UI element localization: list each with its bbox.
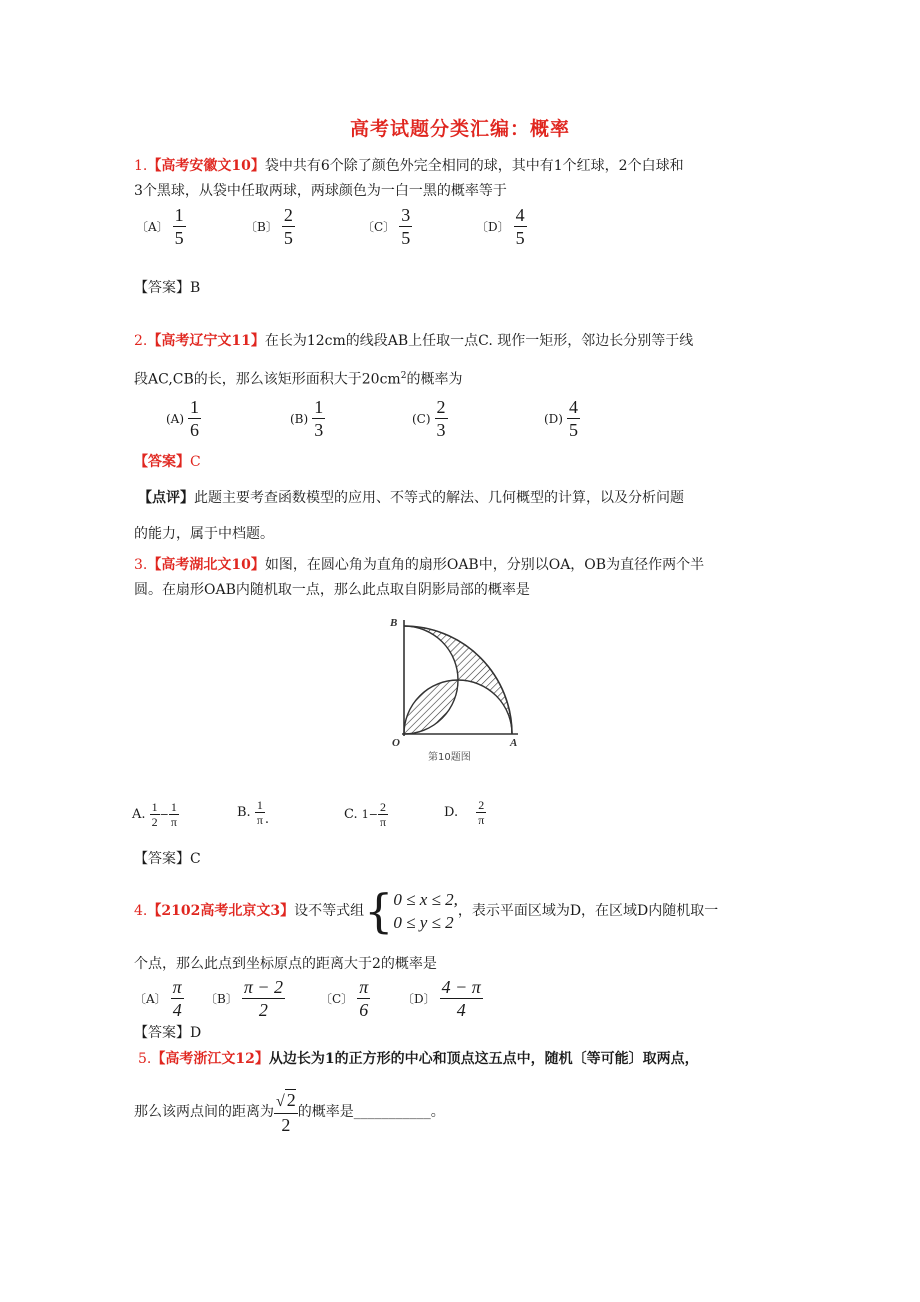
q4-line-2: 个点，那么此点到坐标原点的距离大于2的概率是 [134, 956, 437, 972]
q3-answer: 【答案】C [134, 851, 201, 867]
q1-option-c: 〔C〕 $\frac{3}{5}$ [362, 205, 411, 248]
q3-option-d: D. $\frac{2}{\pi}$ [444, 798, 485, 827]
q3-text-1: 如图，在圆心角为直角的扇形OAB中，分别以OA，OB为直径作两个半 [264, 557, 705, 573]
sector-diagram [384, 612, 534, 772]
q4-option-b: 〔B〕 $\frac{\pi - 2}{2}$ [205, 977, 283, 1020]
q4-option-a: 〔A〕 $\frac{\pi}{4}$ [134, 977, 182, 1020]
q4-number: 4. [134, 903, 148, 919]
q2-option-c: (C) $\frac{2}{3}$ [412, 397, 446, 440]
q2-answer: 【答案】C [134, 454, 201, 470]
page-title: 高考试题分类汇编：概率 [349, 118, 570, 140]
sector-figure [384, 612, 534, 772]
label-a: A [510, 737, 518, 749]
q3-option-b: B. $\frac{1}{\pi}$ . [237, 798, 270, 827]
answer-blank: ___________ [353, 1104, 431, 1120]
q3-option-c: C. 1− $\frac{2}{\pi}$ [344, 800, 387, 829]
q1-text-1: 袋中共有6个除了颜色外完全相同的球，其中有1个红球，2个白球和 [264, 158, 684, 174]
q3-line-2: 圆。在扇形OAB内随机取一点，那么此点取自阴影局部的概率是 [134, 582, 530, 598]
q1-option-b: 〔B〕 $\frac{2}{5}$ [245, 205, 293, 248]
inequality-system: 0 ≤ x ≤ 2, 0 ≤ y ≤ 2 [393, 890, 458, 932]
label-o: O [392, 737, 400, 749]
q5-source-tag: 【高考浙江文12】 [151, 1051, 269, 1067]
q3-line-1 [134, 555, 704, 575]
q2-option-d: (D) $\frac{4}{5}$ [544, 397, 578, 440]
q3-option-a: A. $\frac{1}{2}$ − $\frac{1}{\pi}$ [132, 800, 177, 829]
q1-number: 1. [134, 158, 148, 174]
q1-source-tag: 【高考安徽文10】 [147, 158, 265, 174]
q3-number: 3. [134, 557, 148, 573]
q2-number: 2. [134, 333, 148, 349]
q1-answer: 【答案】B [134, 280, 201, 296]
q1-line-2: 3个黑球，从袋中任取两球，两球颜色为一白一黑的概率等于 [134, 183, 507, 199]
q2-option-a: (A) $\frac{1}{6}$ [166, 397, 200, 440]
q2-comment-2: 的能力，属于中档题。 [134, 526, 274, 542]
label-b: B [390, 617, 398, 629]
q5-number: 5. [138, 1051, 152, 1067]
sqrt2-over-2: $\frac{√ 2}{2}$ [276, 1089, 296, 1135]
q2-option-b: (B) $\frac{1}{3}$ [290, 397, 324, 440]
q4-answer: 【答案】D [134, 1025, 202, 1041]
q5-line-1 [138, 1049, 699, 1069]
q5-text-1: 从边长为1的正方形的中心和顶点这五点中，随机〔等可能〕取两点， [268, 1051, 699, 1067]
q2-comment-1: 【点评】此题主要考查函数模型的应用、不等式的解法、几何概型的计算，以及分析问题 [138, 490, 684, 506]
q5-line-2: 那么该两点间的距离为 $\frac{√ 2}{2}$ 的概率是___________。 [134, 1089, 445, 1135]
q1-line-1 [134, 156, 684, 176]
q1-option-d: 〔D〕 $\frac{4}{5}$ [476, 205, 525, 248]
q2-line-2: 段AC,CB的长，那么该矩形面积大于$20cm^2$的概率为 [134, 371, 463, 388]
q3-source-tag: 【高考湖北文10】 [147, 557, 265, 573]
q4-option-d: 〔D〕 $\frac{4 - \pi}{4}$ [402, 977, 481, 1020]
q2-text-1: 在长为12cm的线段AB上任取一点C. 现作一矩形，邻边长分别等于线 [264, 333, 694, 349]
q4-option-c: 〔C〕 $\frac{\pi}{6}$ [320, 977, 369, 1020]
figure-caption: 第10题图 [428, 752, 471, 763]
q4-line-1: 4.【2102高考北京文3】设不等式组{ 0 ≤ x ≤ 2, 0 ≤ y ≤ 2 ，表示平面区域为D，在区域D内随机取一 [134, 884, 719, 938]
q2-line-1 [134, 331, 693, 351]
q4-source-tag: 【2102高考北京文3】 [147, 903, 295, 919]
q1-option-a: 〔A〕 $\frac{1}{5}$ [136, 205, 184, 248]
q2-source-tag: 【高考辽宁文11】 [147, 333, 265, 349]
shaded-lens-lower [404, 680, 458, 734]
